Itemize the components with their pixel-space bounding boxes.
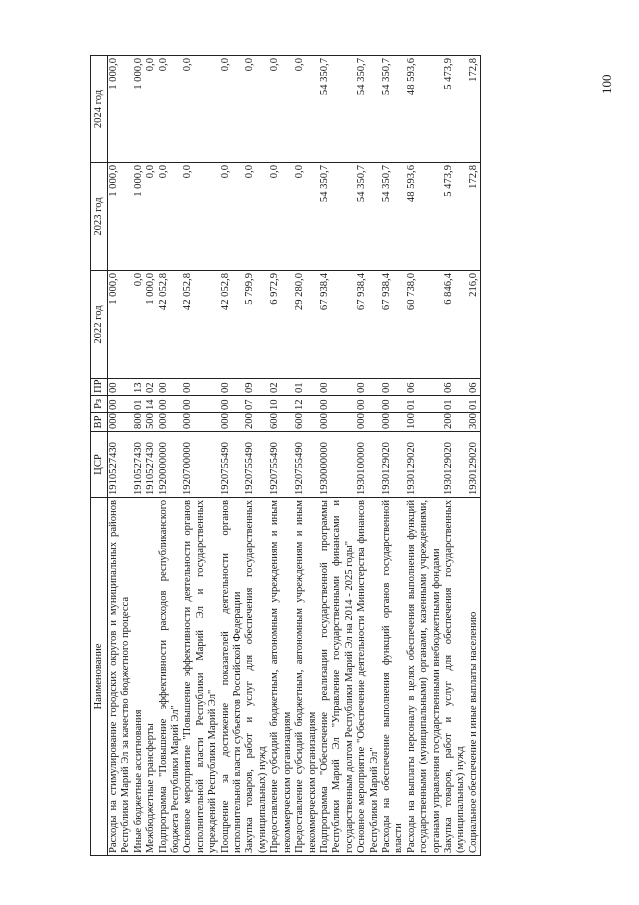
header-2023: 2023 год [91,163,108,271]
row-vr: 100 [406,413,443,432]
row-name: Социальное обеспечение и иные выплаты населению [468,498,481,856]
amount-value: 0,0 [294,58,306,72]
table-row [269,56,294,856]
row-csr: 1920000000 [158,432,183,498]
row-csr: 1920700000 [182,432,219,498]
table-row [468,56,481,856]
amount-value: 42 052,8 [157,273,169,311]
row-v2022 [133,271,145,379]
amount-value: 1 000,0 [108,165,119,197]
header-2022: 2022 год [91,271,108,379]
row-vr: 200 [244,413,269,432]
amount-value: 48 593,6 [405,165,417,203]
row-v2023 [356,163,381,271]
row-v2023 [133,163,145,271]
row-pr: 09 [244,379,269,396]
row-v2023 [158,163,183,271]
table-header-row [91,56,108,856]
budget-table [90,55,481,856]
row-name: Расходы на стимулирование городских округов и муниципальных районов Республики Марий Эл за качество бюджетного процесса [108,498,133,856]
amount-value: 5 799,9 [244,273,256,305]
table-row [182,56,219,856]
row-v2023 [406,163,443,271]
amount-value: 67 938,4 [380,273,392,311]
amount-value: 0,0 [145,165,157,179]
row-rz: 00 [108,396,133,413]
table-row [244,56,269,856]
amount-value: 54 350,7 [356,165,368,203]
row-pr: 02 [145,379,157,396]
row-csr: 1910527430 [133,432,145,498]
row-pr: 00 [220,379,245,396]
row-v2024 [381,56,406,163]
row-name: Иные бюджетные ассигнования [133,498,145,856]
row-name: Основное мероприятие "Повышение эффективности деятельности органов исполнительной власти Республики Марий Эл и государственных учреждений Республики Марий Эл" [182,498,219,856]
row-v2023 [381,163,406,271]
row-v2022 [158,271,183,379]
row-vr: 600 [294,413,319,432]
row-v2022 [220,271,245,379]
header-pr: ПР [91,379,108,396]
amount-value: 216,0 [467,273,479,297]
row-v2023 [220,163,245,271]
row-rz: 00 [319,396,356,413]
amount-value: 172,8 [467,165,479,189]
amount-value: 54 350,7 [380,58,392,96]
amount-value: 29 280,0 [294,273,306,311]
row-pr: 00 [108,379,133,396]
amount-value: 42 052,8 [219,273,231,311]
table-row [294,56,319,856]
row-v2024 [269,56,294,163]
row-v2023 [269,163,294,271]
row-csr: 1920755490 [244,432,269,498]
row-name: Расходы на выплаты персоналу в целях обеспечения выполнения функций государственными (муниципальными) органами, казенными учреждениями, органами управления государственными внебюджетными фондами [406,498,443,856]
table-row [108,56,133,856]
row-rz: 01 [443,396,468,413]
budget-table-container [90,56,600,856]
row-v2023 [319,163,356,271]
row-v2024 [443,56,468,163]
row-pr: 13 [133,379,145,396]
amount-value: 0,0 [219,58,231,72]
amount-value: 1 000,0 [132,58,144,90]
row-rz: 00 [158,396,183,413]
row-v2024 [108,56,133,163]
row-v2024 [158,56,183,163]
amount-value: 5 473,9 [442,165,454,197]
amount-value: 54 350,7 [318,58,330,96]
row-v2024 [133,56,145,163]
row-v2022 [381,271,406,379]
row-rz: 14 [145,396,157,413]
amount-value: 0,0 [145,58,157,72]
amount-value: 1 000,0 [145,273,157,305]
row-v2024 [145,56,157,163]
row-v2022 [182,271,219,379]
row-vr: 000 [319,413,356,432]
row-rz: 01 [406,396,443,413]
amount-value: 67 938,4 [318,273,330,311]
row-v2022 [269,271,294,379]
row-csr: 1920755490 [220,432,245,498]
table-row [133,56,145,856]
row-vr: 000 [220,413,245,432]
row-pr: 00 [319,379,356,396]
row-rz: 00 [356,396,381,413]
amount-value: 0,0 [157,58,169,72]
table-row [220,56,245,856]
header-vr: ВР [91,413,108,432]
amount-value: 54 350,7 [356,58,368,96]
row-csr: 1910527430 [145,432,157,498]
row-v2023 [468,163,481,271]
row-v2024 [406,56,443,163]
row-v2023 [244,163,269,271]
amount-value: 0,0 [157,165,169,179]
row-rz: 07 [244,396,269,413]
row-vr: 200 [443,413,468,432]
row-v2024 [220,56,245,163]
row-rz: 01 [468,396,481,413]
row-csr: 1930129020 [381,432,406,498]
row-csr: 1930129020 [468,432,481,498]
row-v2023 [182,163,219,271]
header-csr: ЦСР [91,432,108,498]
row-v2024 [294,56,319,163]
row-name: Подпрограмма "Обеспечение реализации государственной программы Республики Марий Эл "Управление государственными финансами и государственным долгом Республики Марий Эл на 2014 - 2025 годы" [319,498,356,856]
amount-value: 0,0 [219,165,231,179]
amount-value: 60 738,0 [405,273,417,311]
amount-value: 1 000,0 [108,273,119,305]
amount-value: 42 052,8 [182,273,194,311]
row-v2022 [319,271,356,379]
row-vr: 500 [145,413,157,432]
row-name: Расходы на обеспечение выполнения функций органов государственной власти [381,498,406,856]
row-v2023 [294,163,319,271]
row-pr: 06 [443,379,468,396]
row-vr: 000 [356,413,381,432]
row-vr: 300 [468,413,481,432]
row-v2024 [319,56,356,163]
row-rz: 00 [220,396,245,413]
row-csr: 1930129020 [443,432,468,498]
row-v2022 [443,271,468,379]
row-rz: 00 [381,396,406,413]
row-vr: 800 [133,413,145,432]
amount-value: 172,8 [467,58,479,82]
row-v2022 [406,271,443,379]
row-name: Основное мероприятие "Обеспечение деятельности Министерства финансов Республики Марий Эл" [356,498,381,856]
amount-value: 67 938,4 [356,273,368,311]
table-row [406,56,443,856]
row-pr: 01 [294,379,319,396]
row-vr: 000 [108,413,133,432]
row-csr: 1930100000 [356,432,381,498]
row-pr: 00 [381,379,406,396]
amount-value: 48 593,6 [405,58,417,96]
row-csr: 1930000000 [319,432,356,498]
table-row [145,56,157,856]
amount-value: 0,0 [294,165,306,179]
header-2024: 2024 год [91,56,108,163]
row-pr: 00 [158,379,183,396]
row-v2022 [244,271,269,379]
row-name: Предоставление субсидий бюджетным, автономным учреждениям и иным некоммерческим организациям [269,498,294,856]
row-rz: 00 [182,396,219,413]
amount-value: 5 473,9 [442,58,454,90]
row-v2022 [108,271,133,379]
row-csr: 1920755490 [294,432,319,498]
amount-value: 54 350,7 [380,165,392,203]
table-row [319,56,356,856]
row-name: Предоставление субсидий бюджетным, автономным учреждениям и иным некоммерческим организациям [294,498,319,856]
row-v2024 [244,56,269,163]
row-pr: 02 [269,379,294,396]
row-v2023 [145,163,157,271]
row-vr: 000 [158,413,183,432]
row-csr: 1920755490 [269,432,294,498]
row-pr: 00 [182,379,219,396]
header-name: Наименование [91,498,108,856]
row-name: Подпрограмма "Повышение эффективности расходов республиканского бюджета Республики Марий Эл" [158,498,183,856]
row-csr: 1930129020 [406,432,443,498]
row-name: Межбюджетные трансферты [145,498,157,856]
row-v2022 [145,271,157,379]
row-name: Поощрение за достижение показателей деятельности органов исполнительной власти субъектов Российской Федерации [220,498,245,856]
row-name: Закупка товаров, работ и услуг для обеспечения государственных (муниципальных) нужд [244,498,269,856]
amount-value: 0,0 [269,58,281,72]
row-v2023 [108,163,133,271]
table-row [158,56,183,856]
amount-value: 54 350,7 [318,165,330,203]
row-pr: 06 [468,379,481,396]
row-v2022 [356,271,381,379]
amount-value: 1 000,0 [108,58,119,90]
row-name: Закупка товаров, работ и услуг для обеспечения государственных (муниципальных) нужд [443,498,468,856]
row-rz: 12 [294,396,319,413]
amount-value: 0,0 [132,273,144,287]
row-vr: 000 [182,413,219,432]
row-v2023 [443,163,468,271]
amount-value: 0,0 [182,165,194,179]
amount-value: 6 846,4 [442,273,454,305]
row-v2022 [468,271,481,379]
amount-value: 1 000,0 [132,165,144,197]
row-rz: 01 [133,396,145,413]
amount-value: 0,0 [182,58,194,72]
row-pr: 06 [406,379,443,396]
row-v2022 [294,271,319,379]
row-rz: 10 [269,396,294,413]
amount-value: 6 972,9 [269,273,281,305]
row-vr: 600 [269,413,294,432]
header-rz: Рз [91,396,108,413]
table-row [356,56,381,856]
amount-value: 0,0 [244,165,256,179]
row-v2024 [468,56,481,163]
table-row [443,56,468,856]
row-v2024 [356,56,381,163]
amount-value: 0,0 [244,58,256,72]
row-csr: 1910527430 [108,432,133,498]
amount-value: 0,0 [269,165,281,179]
page-number: 100 [599,74,614,94]
table-row [381,56,406,856]
row-vr: 000 [381,413,406,432]
row-pr: 00 [356,379,381,396]
row-v2024 [182,56,219,163]
